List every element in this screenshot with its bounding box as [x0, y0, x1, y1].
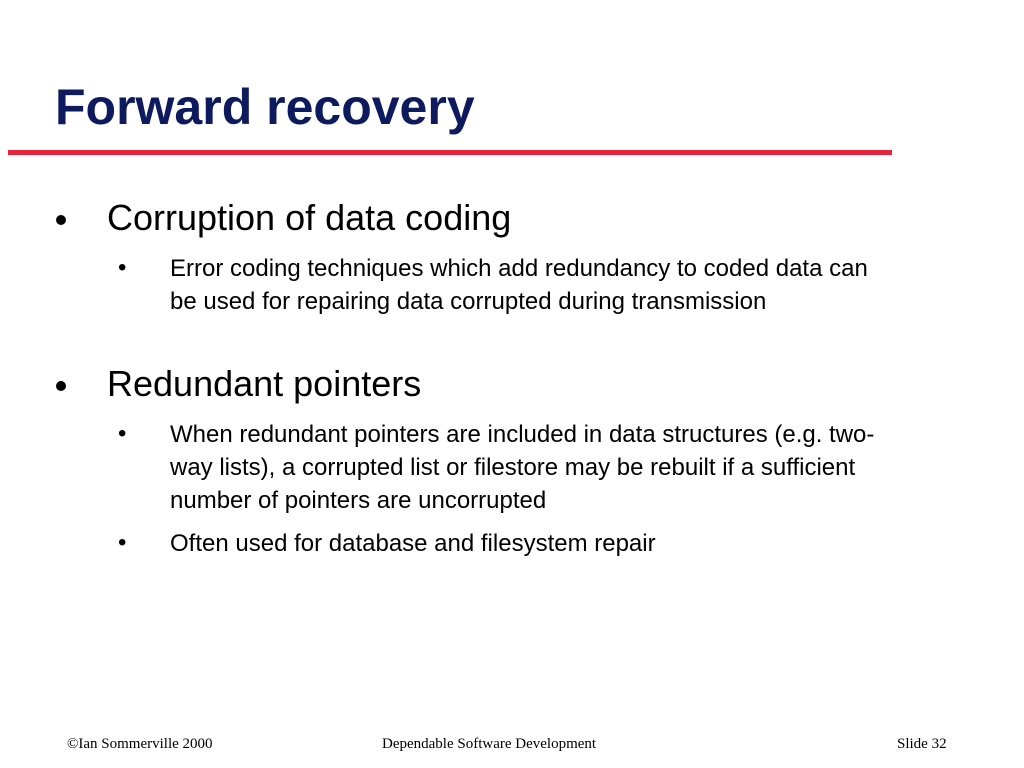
footer-course-title: Dependable Software Development: [382, 736, 597, 752]
bullet-text: Corruption of data coding: [107, 197, 512, 238]
sub-bullet-dot-icon: •: [118, 420, 127, 447]
bullet-dot-icon: [56, 381, 66, 391]
sub-bullet-text: Often used for database and filesystem repair: [170, 530, 656, 557]
sub-bullet-text: Error coding techniques which add redundancy to coded data can be used for repairing data corrupted during transmission: [170, 255, 868, 315]
sub-bullet-dot-icon: •: [118, 254, 127, 281]
sub-bullet-dot-icon: •: [118, 529, 127, 556]
bullet-text: Redundant pointers: [107, 363, 422, 404]
slide-title: Forward recovery: [55, 79, 475, 135]
bullet-dot-icon: [56, 215, 66, 225]
sub-bullet-text: When redundant pointers are included in data structures (e.g. two-way lists), a corrupted list or filestore may be rebuilt if a sufficient number of pointers are uncorrupted: [170, 421, 875, 514]
footer-slide-number: Slide 32: [897, 736, 947, 752]
title-underline: [8, 150, 892, 155]
footer-copyright: ©Ian Sommerville 2000: [67, 736, 213, 752]
